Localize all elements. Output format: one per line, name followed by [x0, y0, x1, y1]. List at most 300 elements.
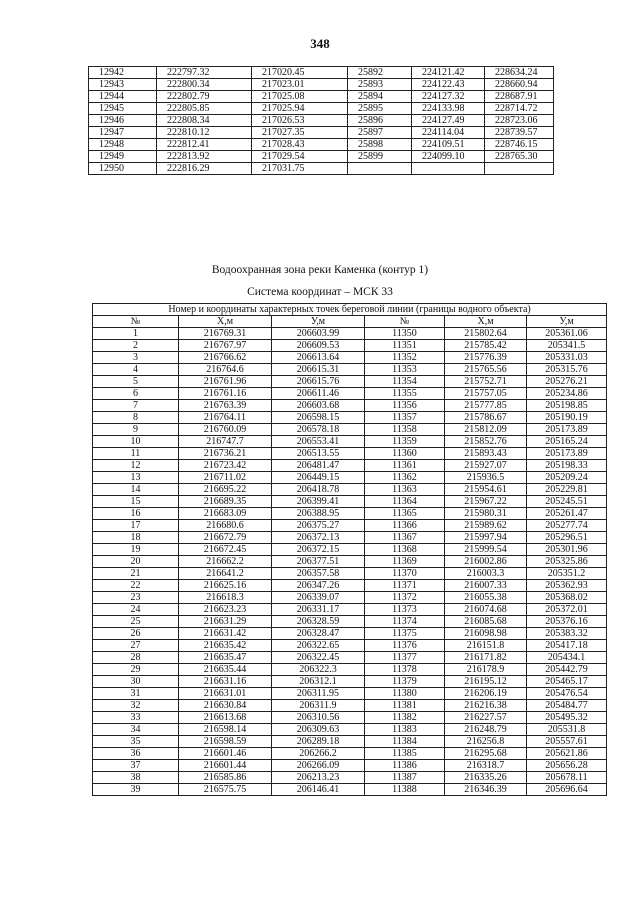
- table-cell: 224122.43: [412, 79, 485, 91]
- table-cell: 206388.95: [272, 508, 365, 520]
- table-cell: 215997.94: [445, 532, 527, 544]
- table-cell: 216295.68: [445, 748, 527, 760]
- table-cell: 205351.2: [527, 568, 607, 580]
- table-cell: 11370: [365, 568, 445, 580]
- table-cell: 217029.54: [252, 151, 348, 163]
- table-row: [89, 151, 554, 163]
- table-row: [93, 712, 607, 724]
- table-cell: 11388: [365, 784, 445, 796]
- table-row: [93, 772, 607, 784]
- table-cell: 25898: [348, 139, 412, 151]
- header-row: [93, 316, 607, 328]
- table-cell: 216618.3: [179, 592, 272, 604]
- table-cell: 215852.76: [445, 436, 527, 448]
- table-cell: 34: [93, 724, 179, 736]
- table-cell: 11369: [365, 556, 445, 568]
- table-cell: 5: [93, 376, 179, 388]
- table-row: [93, 664, 607, 676]
- table-cell: 205209.24: [527, 472, 607, 484]
- table-cell: 206289.18: [272, 736, 365, 748]
- table-cell: 222808.34: [157, 115, 252, 127]
- table-cell: 216761.16: [179, 388, 272, 400]
- column-header: У,м: [527, 316, 607, 328]
- page-number: 348: [310, 36, 330, 51]
- table-cell: 205198.85: [527, 400, 607, 412]
- table-cell: 11375: [365, 628, 445, 640]
- table-cell: 216662.2: [179, 556, 272, 568]
- table-cell: 12948: [89, 139, 157, 151]
- table-cell: 11385: [365, 748, 445, 760]
- table-cell: 11382: [365, 712, 445, 724]
- table-cell: 216206.19: [445, 688, 527, 700]
- table-cell: 216085.68: [445, 616, 527, 628]
- table-cell: 206339.07: [272, 592, 365, 604]
- table-cell: 205442.79: [527, 664, 607, 676]
- table-row: [93, 688, 607, 700]
- table-cell: 228714.72: [485, 103, 554, 115]
- table-row: [93, 436, 607, 448]
- table-cell: 19: [93, 544, 179, 556]
- table-cell: 11362: [365, 472, 445, 484]
- table-cell: 216007.33: [445, 580, 527, 592]
- table-cell: 11386: [365, 760, 445, 772]
- table-cell: 10: [93, 436, 179, 448]
- table-cell: 11366: [365, 520, 445, 532]
- table-cell: 222802.79: [157, 91, 252, 103]
- table-cell: 25892: [348, 67, 412, 79]
- table-cell: 206331.17: [272, 604, 365, 616]
- table-cell: 206578.18: [272, 424, 365, 436]
- table-cell: 228634.24: [485, 67, 554, 79]
- table-row: [93, 400, 607, 412]
- table-cell: 228739.57: [485, 127, 554, 139]
- table-cell: 206311.9: [272, 700, 365, 712]
- table-cell: 205383.32: [527, 628, 607, 640]
- table-row: [93, 676, 607, 688]
- table-cell: 205331.03: [527, 352, 607, 364]
- top-table-body: [89, 67, 554, 175]
- table-cell: 11371: [365, 580, 445, 592]
- table-cell: 206347.26: [272, 580, 365, 592]
- table-cell: 222813.92: [157, 151, 252, 163]
- table-cell: 11367: [365, 532, 445, 544]
- table-cell: 216760.09: [179, 424, 272, 436]
- table-cell: 205621.86: [527, 748, 607, 760]
- table-cell: 11365: [365, 508, 445, 520]
- table-cell: 206481.47: [272, 460, 365, 472]
- table-cell: 38: [93, 772, 179, 784]
- table-cell: 12: [93, 460, 179, 472]
- table-cell: 216630.84: [179, 700, 272, 712]
- table-cell: 217025.08: [252, 91, 348, 103]
- table-row: [93, 364, 607, 376]
- table-row: [93, 748, 607, 760]
- table-cell: 224133.98: [412, 103, 485, 115]
- table-cell: 23: [93, 592, 179, 604]
- table-cell: 215989.62: [445, 520, 527, 532]
- table-cell: 217031.75: [252, 163, 348, 175]
- table-cell: 11357: [365, 412, 445, 424]
- table-cell: 32: [93, 700, 179, 712]
- table-cell: 224121.42: [412, 67, 485, 79]
- table-cell: 11361: [365, 460, 445, 472]
- table-cell: 205296.51: [527, 532, 607, 544]
- table-cell: 27: [93, 640, 179, 652]
- table-row: [89, 91, 554, 103]
- table-cell: 217027.35: [252, 127, 348, 139]
- table-cell: 216641.2: [179, 568, 272, 580]
- table-cell: 4: [93, 364, 179, 376]
- table-cell: 205301.96: [527, 544, 607, 556]
- coords-table-body: [93, 328, 607, 796]
- table-cell: 216680.6: [179, 520, 272, 532]
- table-cell: 216002.86: [445, 556, 527, 568]
- table-row: [93, 640, 607, 652]
- table-cell: 39: [93, 784, 179, 796]
- table-row: [93, 484, 607, 496]
- table-cell: 17: [93, 520, 179, 532]
- table-cell: 18: [93, 532, 179, 544]
- table-cell: 216635.44: [179, 664, 272, 676]
- table-cell: 205229.81: [527, 484, 607, 496]
- table-cell: 21: [93, 568, 179, 580]
- shoreline-coordinates-table: [92, 303, 607, 796]
- table-cell: 35: [93, 736, 179, 748]
- table-cell: 205476.54: [527, 688, 607, 700]
- table-cell: 224127.32: [412, 91, 485, 103]
- table-cell: 206213.23: [272, 772, 365, 784]
- table-cell: 216763.39: [179, 400, 272, 412]
- table-cell: 216346.39: [445, 784, 527, 796]
- table-cell: 215776.39: [445, 352, 527, 364]
- table-cell: 222816.29: [157, 163, 252, 175]
- table-cell: 216695.22: [179, 484, 272, 496]
- table-cell: 224109.51: [412, 139, 485, 151]
- table-cell: 222812.41: [157, 139, 252, 151]
- table-row: [93, 568, 607, 580]
- table-cell: 206328.47: [272, 628, 365, 640]
- table-row: [93, 424, 607, 436]
- table-cell: 11368: [365, 544, 445, 556]
- table-cell: 206328.59: [272, 616, 365, 628]
- table-cell: 216585.86: [179, 772, 272, 784]
- table-cell: 11378: [365, 664, 445, 676]
- table-cell: 206399.41: [272, 496, 365, 508]
- table-cell: 206615.31: [272, 364, 365, 376]
- table-cell: 22: [93, 580, 179, 592]
- table-cell: 12946: [89, 115, 157, 127]
- table-cell: 215777.85: [445, 400, 527, 412]
- table-cell: 25899: [348, 151, 412, 163]
- table-cell: 9: [93, 424, 179, 436]
- table-cell: 28: [93, 652, 179, 664]
- table-cell: 216764.11: [179, 412, 272, 424]
- table-cell: 11360: [365, 448, 445, 460]
- table-cell: 3: [93, 352, 179, 364]
- table-cell: 11380: [365, 688, 445, 700]
- table-row: [93, 328, 607, 340]
- table-cell: 216672.45: [179, 544, 272, 556]
- table-cell: 206322.3: [272, 664, 365, 676]
- table-cell: 206609.53: [272, 340, 365, 352]
- table-cell: 205325.86: [527, 556, 607, 568]
- table-cell: 12943: [89, 79, 157, 91]
- table-row: [93, 628, 607, 640]
- table-row: [93, 388, 607, 400]
- table-row: [89, 103, 554, 115]
- table-cell: 215980.31: [445, 508, 527, 520]
- table-cell: 216151.8: [445, 640, 527, 652]
- table-cell: 216631.29: [179, 616, 272, 628]
- table-cell: 215893.43: [445, 448, 527, 460]
- table-cell: 216227.57: [445, 712, 527, 724]
- table-cell: 12942: [89, 67, 157, 79]
- table-cell: 14: [93, 484, 179, 496]
- table-cell: 12950: [89, 163, 157, 175]
- table-cell: 215936.5: [445, 472, 527, 484]
- table-cell: 206615.76: [272, 376, 365, 388]
- table-cell: 216248.79: [445, 724, 527, 736]
- table-cell: 216747.7: [179, 436, 272, 448]
- table-cell: 206357.58: [272, 568, 365, 580]
- table-cell: 12947: [89, 127, 157, 139]
- table-cell: 216256.8: [445, 736, 527, 748]
- table-cell: 206311.95: [272, 688, 365, 700]
- table-row: [89, 163, 554, 175]
- table-row: [93, 376, 607, 388]
- table-cell: 205495.32: [527, 712, 607, 724]
- table-cell: 215927.07: [445, 460, 527, 472]
- table-cell: 215967.22: [445, 496, 527, 508]
- table-cell: 205557.61: [527, 736, 607, 748]
- table-cell: 216766.62: [179, 352, 272, 364]
- table-row: [93, 352, 607, 364]
- table-cell: 11353: [365, 364, 445, 376]
- table-row: [93, 532, 607, 544]
- table-cell: 205362.93: [527, 580, 607, 592]
- table-cell: 205277.74: [527, 520, 607, 532]
- table-cell: 206553.41: [272, 436, 365, 448]
- table-cell: 206375.27: [272, 520, 365, 532]
- table-cell: 205465.17: [527, 676, 607, 688]
- table-cell: 228746.15: [485, 139, 554, 151]
- table-cell: 216635.42: [179, 640, 272, 652]
- table-cell: 206613.64: [272, 352, 365, 364]
- table-cell: 216601.46: [179, 748, 272, 760]
- column-header: X,м: [445, 316, 527, 328]
- table-cell: 25893: [348, 79, 412, 91]
- table-cell: 215802.64: [445, 328, 527, 340]
- table-cell: 30: [93, 676, 179, 688]
- table-cell: 206418.78: [272, 484, 365, 496]
- table-cell: 206266.09: [272, 760, 365, 772]
- table-cell: 222810.12: [157, 127, 252, 139]
- table-cell: 216598.59: [179, 736, 272, 748]
- table-cell: 205341.5: [527, 340, 607, 352]
- table-cell: 205656.28: [527, 760, 607, 772]
- table-cell: 217025.94: [252, 103, 348, 115]
- table-cell: 15: [93, 496, 179, 508]
- table-cell: 6: [93, 388, 179, 400]
- table-cell: 11355: [365, 388, 445, 400]
- table-cell: 228687.91: [485, 91, 554, 103]
- table-cell: 25897: [348, 127, 412, 139]
- table-cell: 216764.6: [179, 364, 272, 376]
- table-cell: 228765.30: [485, 151, 554, 163]
- table-cell: 11363: [365, 484, 445, 496]
- table-cell: 222805.85: [157, 103, 252, 115]
- table-cell: 205198.33: [527, 460, 607, 472]
- table-cell: 216074.68: [445, 604, 527, 616]
- table-cell: 12944: [89, 91, 157, 103]
- table-cell: 205173.89: [527, 448, 607, 460]
- table-row: [93, 544, 607, 556]
- table-cell: 11384: [365, 736, 445, 748]
- table-row: [89, 115, 554, 127]
- table-cell: 11354: [365, 376, 445, 388]
- table-cell: 11387: [365, 772, 445, 784]
- table-cell: 206322.65: [272, 640, 365, 652]
- table-cell: 215812.09: [445, 424, 527, 436]
- table-cell: 205173.89: [527, 424, 607, 436]
- table-cell: 11351: [365, 340, 445, 352]
- table-cell: 222800.34: [157, 79, 252, 91]
- table-cell: 11383: [365, 724, 445, 736]
- table-cell: 216598.14: [179, 724, 272, 736]
- table-cell: 11372: [365, 592, 445, 604]
- table-cell: 205376.16: [527, 616, 607, 628]
- table-cell: 224099.10: [412, 151, 485, 163]
- table-cell: 215786.67: [445, 412, 527, 424]
- column-header: У,м: [272, 316, 365, 328]
- table-cell: 206611.46: [272, 388, 365, 400]
- table-row: [89, 127, 554, 139]
- table-cell: 217028.43: [252, 139, 348, 151]
- table-cell: 205276.21: [527, 376, 607, 388]
- table-cell: 13: [93, 472, 179, 484]
- section-title: Водоохранная зона реки Каменка (контур 1): [211, 264, 429, 276]
- table-row: [89, 79, 554, 91]
- table-cell: 205531.8: [527, 724, 607, 736]
- table-cell: 1: [93, 328, 179, 340]
- table-cell: 25896: [348, 115, 412, 127]
- table-cell: 216171.82: [445, 652, 527, 664]
- table-cell: 206266.2: [272, 748, 365, 760]
- table-cell: 216631.01: [179, 688, 272, 700]
- table-row: [93, 556, 607, 568]
- table-cell: 11358: [365, 424, 445, 436]
- table-cell: 205315.76: [527, 364, 607, 376]
- table-cell: 216003.3: [445, 568, 527, 580]
- table-row: [93, 496, 607, 508]
- caption-row: [93, 304, 607, 316]
- table-cell: [485, 163, 554, 175]
- table-cell: 216683.09: [179, 508, 272, 520]
- table-cell: 216195.12: [445, 676, 527, 688]
- table-cell: 11364: [365, 496, 445, 508]
- table-cell: 216216.38: [445, 700, 527, 712]
- table-cell: 216631.16: [179, 676, 272, 688]
- table-cell: 11350: [365, 328, 445, 340]
- table-cell: 206146.41: [272, 784, 365, 796]
- table-row: [93, 736, 607, 748]
- column-header: №: [93, 316, 179, 328]
- table-cell: 222797.32: [157, 67, 252, 79]
- table-cell: 16: [93, 508, 179, 520]
- table-row: [93, 412, 607, 424]
- table-cell: 205361.06: [527, 328, 607, 340]
- table-cell: 216575.75: [179, 784, 272, 796]
- table-cell: 206372.13: [272, 532, 365, 544]
- table-cell: 205234.86: [527, 388, 607, 400]
- table-cell: 20: [93, 556, 179, 568]
- table-cell: 224127.49: [412, 115, 485, 127]
- table-cell: 205678.11: [527, 772, 607, 784]
- table-row: [89, 67, 554, 79]
- table-row: [93, 580, 607, 592]
- table-cell: 216736.21: [179, 448, 272, 460]
- table-cell: 8: [93, 412, 179, 424]
- table-cell: 215757.05: [445, 388, 527, 400]
- column-header: №: [365, 316, 445, 328]
- table-cell: 11356: [365, 400, 445, 412]
- table-cell: 205484.77: [527, 700, 607, 712]
- table-cell: 205245.51: [527, 496, 607, 508]
- table-cell: 205434.1: [527, 652, 607, 664]
- table-cell: 216098.98: [445, 628, 527, 640]
- table-cell: 217020.45: [252, 67, 348, 79]
- table-cell: 216631.42: [179, 628, 272, 640]
- table-cell: 215765.56: [445, 364, 527, 376]
- table-cell: 216723.42: [179, 460, 272, 472]
- table-cell: 25895: [348, 103, 412, 115]
- table-cell: 11381: [365, 700, 445, 712]
- table-cell: 11: [93, 448, 179, 460]
- table-row: [93, 448, 607, 460]
- table-cell: 205165.24: [527, 436, 607, 448]
- table-cell: 206322.45: [272, 652, 365, 664]
- column-header: X,м: [179, 316, 272, 328]
- table-cell: 31: [93, 688, 179, 700]
- table-cell: 224114.04: [412, 127, 485, 139]
- table-cell: 216318.7: [445, 760, 527, 772]
- table-row: [93, 472, 607, 484]
- table-cell: 215785.42: [445, 340, 527, 352]
- table-cell: 206309.63: [272, 724, 365, 736]
- table-cell: 216689.35: [179, 496, 272, 508]
- table-row: [93, 616, 607, 628]
- table-cell: 216178.9: [445, 664, 527, 676]
- table-cell: 11376: [365, 640, 445, 652]
- table-cell: 206372.15: [272, 544, 365, 556]
- table-row: [93, 784, 607, 796]
- table-cell: 11377: [365, 652, 445, 664]
- table-cell: 206603.68: [272, 400, 365, 412]
- table-cell: 206603.99: [272, 328, 365, 340]
- table-cell: 228723.06: [485, 115, 554, 127]
- table-cell: 216672.79: [179, 532, 272, 544]
- coordinate-system-title: Система координат – МСК 33: [247, 286, 393, 298]
- table-cell: 205190.19: [527, 412, 607, 424]
- table-row: [93, 760, 607, 772]
- table-cell: 205372.01: [527, 604, 607, 616]
- table-cell: 215752.71: [445, 376, 527, 388]
- table-cell: 206377.51: [272, 556, 365, 568]
- table-cell: 206312.1: [272, 676, 365, 688]
- table-cell: 11359: [365, 436, 445, 448]
- table-cell: 24: [93, 604, 179, 616]
- table-cell: 36: [93, 748, 179, 760]
